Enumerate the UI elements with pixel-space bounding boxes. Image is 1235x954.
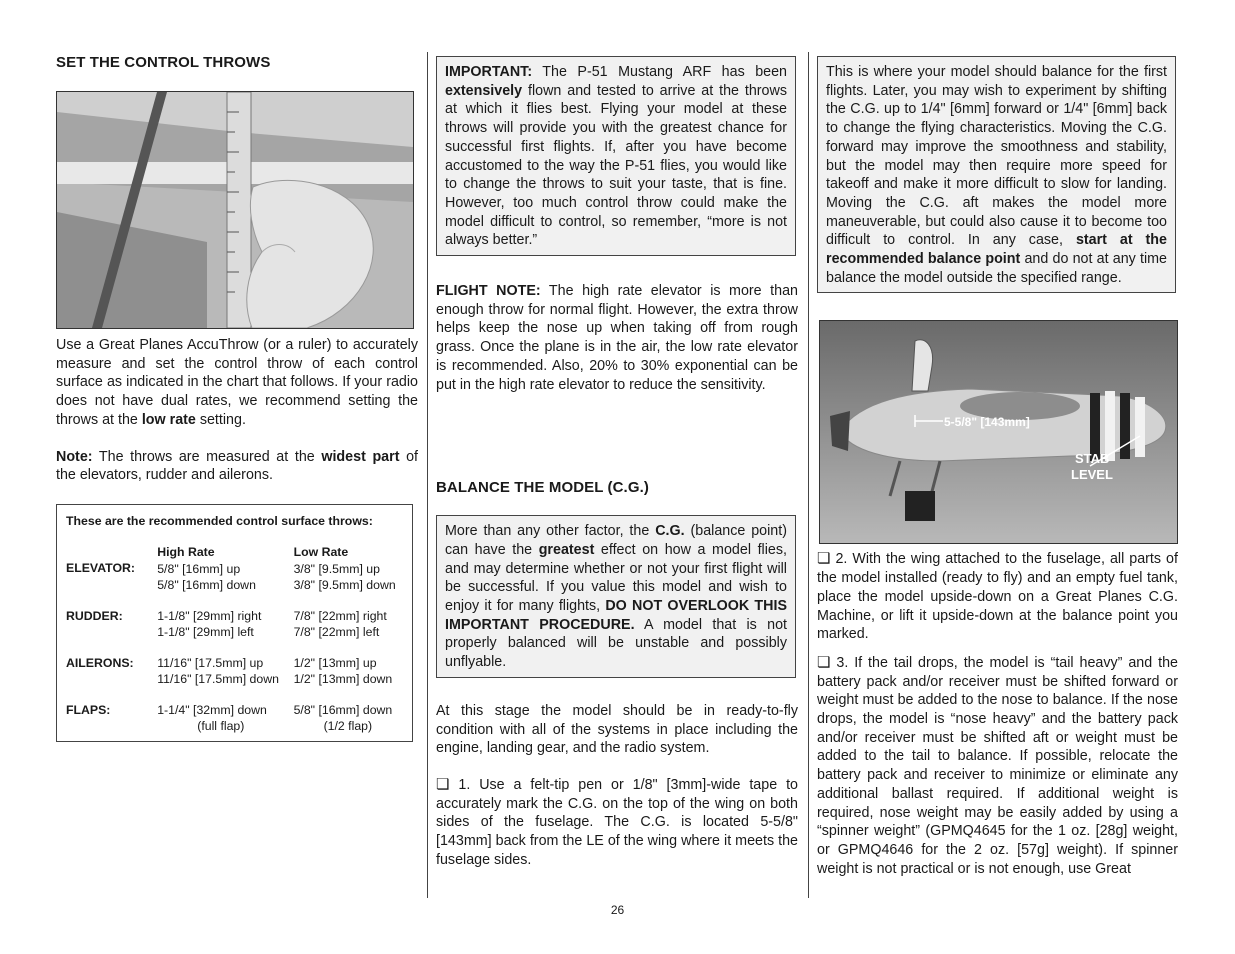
control-throw-photo (56, 91, 414, 329)
cell: 3/8" [9.5mm] up (293, 561, 380, 576)
page-number: 26 (610, 903, 625, 917)
checkbox-icon[interactable]: ❏ (817, 550, 831, 568)
cell: 7/8" [22mm] right (293, 608, 387, 623)
cg-range-box (817, 56, 1176, 293)
row-label: AILERONS: (66, 655, 134, 670)
stab-label: STAB (1075, 451, 1110, 467)
table-row-flaps (66, 702, 404, 735)
cg-importance-box (436, 515, 796, 678)
table-row-ailerons (66, 655, 404, 688)
column-1 (56, 52, 418, 742)
row-label: FLAPS: (66, 702, 111, 717)
row-label: RUDDER: (66, 608, 123, 623)
cell: 1-1/8" [29mm] left (157, 625, 254, 640)
cg-importance-text: More than any other factor, the C.G. (balance point) can have the greatest effect on how a model flies, and may determine whether or not your first flight will be successful. If you value this model and wish to enjoy it for many flights, DO NOT OVERLOOK THIS IMPORTANT PROCEDURE. A model that is not properly balanced will be unstable and possibly unflyable. (445, 523, 787, 671)
cell: (full flap) (197, 719, 245, 734)
cell: 1-1/4" [32mm] down (157, 702, 267, 717)
table-row-rudder (66, 608, 404, 641)
section-heading-balance: BALANCE THE MODEL (C.G.) (436, 479, 649, 497)
ready-to-fly-paragraph: At this stage the model should be in ready-to-fly condition with all of the systems in place including the engine, landing gear, and the radio system. (436, 702, 798, 757)
important-box (436, 56, 796, 256)
column-2 (436, 52, 798, 870)
cg-range-text: This is where your model should balance for the first flights. Later, you may wish to experiment by shifting the C.G. up to 1/4" [6mm] forward or 1/4" [6mm] back to change the flying characteristics. Moving the C.G. forward may improve the smoothness and stability, but the model may then require more speed for takeoff and make it more difficult to slow for landing. Moving the C.G. aft makes the model more maneuverable, but could also cause it to become too difficult to control. In any case, start at the recommended balance point and do not at any time balance the model outside the specified range. (826, 64, 1167, 286)
cg-balance-photo (819, 320, 1178, 544)
step-2-paragraph: ❏ 2. With the wing attached to the fuselage, all parts of the model installed (ready to fly) and an empty fuel tank, place the model upside-down on a Great Planes C.G. Machine, or lift it upside-down at the balance point you marked. (817, 550, 1178, 643)
cg-distance-label: 5-5/8" [143mm] (944, 415, 1030, 430)
column-divider-2 (808, 52, 809, 898)
cell: (1/2 flap) (323, 719, 373, 734)
accuthrow-paragraph: Use a Great Planes AccuThrow (or a ruler) to accurately measure and set the control throw of each control surface as indicated in the chart that follows. If your radio does not have dual rates, we recommend setting the throws at the low rate setting. (56, 337, 418, 428)
level-label: LEVEL (1071, 467, 1113, 483)
header-low-rate: Low Rate (293, 545, 349, 560)
column-divider-1 (427, 52, 428, 898)
cell: 11/16" [17.5mm] up (157, 655, 264, 670)
plane-on-cg-machine-image (820, 321, 1177, 543)
table-caption: These are the recommended control surface throws: (66, 513, 373, 528)
cell: 7/8" [22mm] left (293, 625, 380, 640)
control-throws-table (56, 504, 413, 742)
note-paragraph: Note: The throws are measured at the widest part of the elevators, rudder and ailerons. (56, 448, 419, 484)
table-row-elevator (66, 544, 404, 594)
checkbox-icon[interactable]: ❏ (817, 653, 831, 671)
ruler-hand-image (57, 92, 413, 328)
row-label: ELEVATOR: (66, 561, 136, 576)
cell: 5/8" [16mm] down (157, 578, 256, 593)
checkbox-icon[interactable]: ❏ (436, 775, 450, 793)
column-3 (817, 52, 1178, 878)
section-heading-control-throws: SET THE CONTROL THROWS (56, 54, 271, 71)
step-1-paragraph: ❏ 1. Use a felt-tip pen or 1/8" [3mm]-wide tape to accurately mark the C.G. on the top of the wing on both sides of the fuselage. The C.G. is located 5-5/8" [143mm] back from the LE of the wing where it meets the fuselage sides. (436, 775, 798, 868)
important-text: IMPORTANT: The P-51 Mustang ARF has been extensively flown and tested to arrive at the throws at which it flies best. Flying your model at these throws will provide you with the greatest chance for successful first flights. If, after you have become accustomed to the way the P-51 flies, you would like to change the throws to suit your taste, that is fine. However, too much control throw could make the model difficult to control, so remember, “more is not always better.” (445, 64, 787, 249)
cell: 1-1/8" [29mm] right (157, 608, 262, 623)
cell: 1/2" [13mm] down (293, 672, 393, 687)
cell: 5/8" [16mm] up (157, 561, 241, 576)
cell: 11/16" [17.5mm] down (157, 672, 279, 687)
flight-note-paragraph: FLIGHT NOTE: The high rate elevator is more than enough throw for normal flight. However, the extra throw helps keep the nose up when taking off from rough grass. Once the plane is in the air, the low rate elevator is recommended. Also, 20% to 30% exponential can be put in the high rate elevator to reduce the sensitivity. (436, 283, 798, 393)
cell: 5/8" [16mm] down (293, 702, 393, 717)
header-high-rate: High Rate (157, 545, 215, 560)
cell: 1/2" [13mm] up (293, 655, 377, 670)
step-3-paragraph: ❏ 3. If the tail drops, the model is “tail heavy” and the battery pack and/or receiver must be shifted forward or weight must be added to the nose to balance. If the nose drops, the model is “nose heavy” and the battery pack and/or receiver must be shifted aft or weight must be added to the tail to balance. If possible, relocate the battery pack and receiver to minimize or eliminate any additional ballast required. If additional weight is required, nose weight may be easily added by using a “spinner weight” (GPMQ4645 for the 1 oz. [28g] weight, or GPMQ4646 for the 2 oz. [57g] weight). If spinner weight is not practical or is not enough, use Great (817, 653, 1178, 877)
cell: 3/8" [9.5mm] down (293, 578, 396, 593)
